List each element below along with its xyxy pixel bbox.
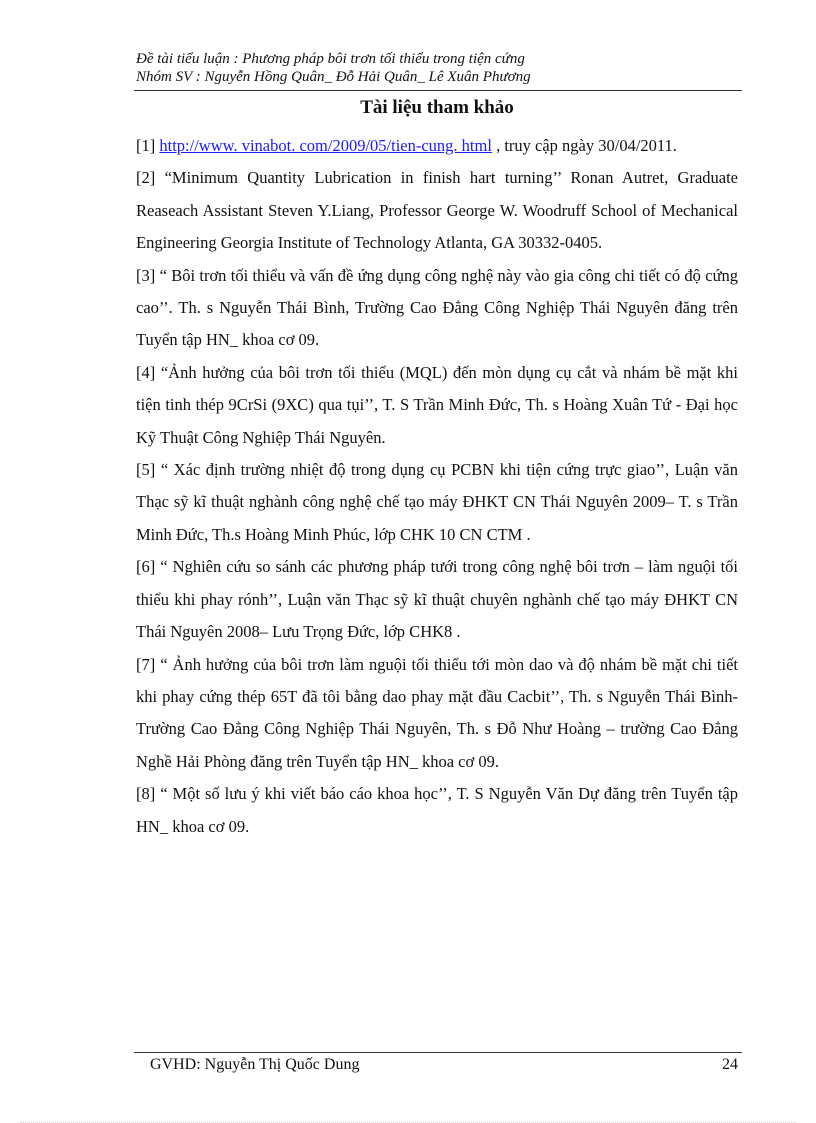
reference-item-2	[136, 162, 738, 259]
footer-page-number: 24	[722, 1056, 738, 1073]
header-group-line: Nhóm SV : Nguyễn Hồng Quân_ Đỗ Hải Quân_ Lê Xuân Phương	[136, 69, 531, 85]
reference-item-7	[136, 649, 738, 779]
reference-text: “ Bôi trơn tối thiểu và vấn đề ứng dụng công nghệ này vào gia công chi tiết có độ cứng cao’’. Th. s Nguyễn Thái Bình, Trường Cao Đẳng Công Nghiệp Thái Nguyên đăng trên Tuyển tập HN_ khoa cơ 09.	[136, 265, 739, 350]
reference-number: [7]	[136, 654, 156, 674]
reference-item-4	[136, 357, 738, 454]
reference-item-1	[136, 130, 738, 162]
reference-item-3	[136, 260, 738, 357]
reference-text: “Minimum Quantity Lubrication in finish hart turning’’ Ronan Autret, Graduate Reaseach Assistant Steven Y.Liang, Professor George W. Woodruff School of Mechanical Engineering Georgia Institute of Technology Atlanta, GA 30332-0405.	[136, 168, 739, 253]
reference-number: [3]	[136, 265, 156, 285]
reference-text: “Ảnh hưởng của bôi trơn tối thiểu (MQL) đến mòn dụng cụ cắt và nhám bề mặt khi tiện tinh thép 9CrSi (9XC) qua tụi’’, T. S Trần Minh Đức, Th. s Hoàng Xuân Tứ - Đại học Kỹ Thuật Công Nghiệp Thái Nguyên.	[136, 362, 738, 447]
reference-number: [4]	[136, 362, 156, 382]
reference-text: “ Nghiên cứu so sánh các phương pháp tưới trong công nghệ bôi trơn – làm nguội tối thiểu khi phay rónh’’, Luận văn Thạc sỹ kĩ thuật chuyên nghành chế tạo máy ĐHKT CN Thái Nguyên 2008– Lưu Trọng Đức, lớp CHK8 .	[136, 557, 738, 642]
footer-divider	[134, 1052, 742, 1053]
reference-number: [1]	[136, 136, 156, 155]
reference-text: “ Ảnh hưởng của bôi trơn làm nguội tối thiểu tới mòn dao và độ nhám bề mặt chi tiết khi phay cứng thép 65T đã tôi bằng dao phay mặt đầu Cacbit’’, Th. s Nguyễn Thái Bình- Trường Cao Đẳng Công Nghiệp Thái Nguyên, Th. s Đỗ Như Hoàng – trường Cao Đẳng Nghề Hải Phòng đăng trên Tuyển tập HN_ khoa cơ 09.	[136, 654, 739, 771]
page-title: Tài liệu tham khảo	[360, 97, 514, 118]
reference-item-5	[136, 454, 738, 551]
reference-text: “ Một số lưu ý khi viết báo cáo khoa học’’, T. S Nguyễn Văn Dự đăng trên Tuyển tập HN_ khoa cơ 09.	[136, 784, 738, 836]
footer-instructor: GVHD: Nguyễn Thị Quốc Dung	[150, 1056, 360, 1073]
reference-text: , truy cập ngày 30/04/2011.	[491, 136, 677, 155]
reference-number: [6]	[136, 557, 156, 577]
reference-text: “ Xác định trường nhiệt độ trong dụng cụ PCBN khi tiện cứng trực giao’’, Luận văn Thạc sỹ kĩ thuật nghành công nghệ chế tạo máy ĐHKT CN Thái Nguyên 2009– T. s Trần Minh Đức, Th.s Hoàng Minh Phúc, lớp CHK 10 CN CTM .	[136, 460, 739, 544]
running-header	[136, 50, 746, 86]
reference-number: [2]	[136, 168, 156, 188]
header-divider	[134, 90, 742, 91]
reference-number: [8]	[136, 784, 156, 804]
header-topic-line: Đề tài tiểu luận : Phương pháp bôi trơn tối thiểu trong tiện cứng	[136, 51, 525, 67]
reference-number: [5]	[136, 460, 156, 480]
reference-item-6	[136, 551, 738, 648]
reference-item-8	[136, 778, 738, 843]
reference-link[interactable]: http://www. vinabot. com/2009/05/tien-cung. html	[159, 136, 492, 155]
reference-list	[136, 130, 738, 843]
